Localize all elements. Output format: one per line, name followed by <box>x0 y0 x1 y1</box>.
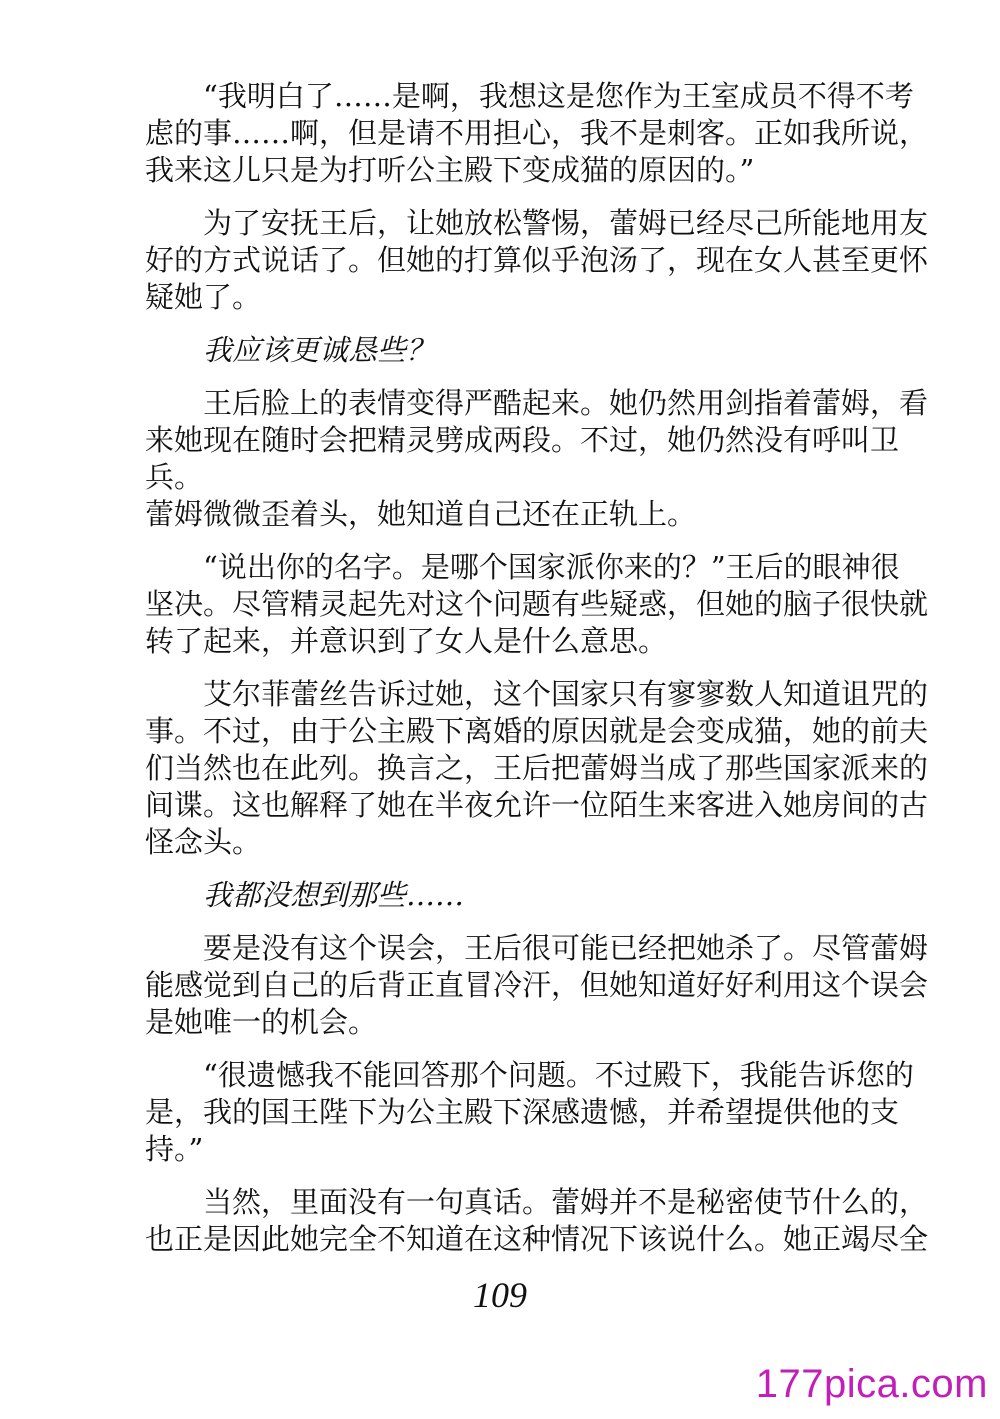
paragraph-6: 要是没有这个误会，王后很可能已经把她杀了。尽管蕾姆 能感觉到自己的后背正直冒冷汗，但她知道好好利用这个误会 是她唯一的机会。 <box>145 931 929 1039</box>
watermark: 177pica.com <box>755 1362 988 1406</box>
paragraph-5: 艾尔菲蕾丝告诉过她，这个国家只有寥寥数人知道诅咒的 事。不过，由于公主殿下离婚的原因就是会变成猫，她的前夫 们当然也在此列。换言之，王后把蕾姆当成了那些国家派来的 间谍。这也解释了她在半夜允许一位陌生来客进入她房间的古 怪念头。 <box>145 677 929 859</box>
inner-thought-1: 我应该更诚恳些？ <box>203 333 436 367</box>
paragraph-4: “说出你的名字。是哪个国家派你来的？”王后的眼神很 坚决。尽管精灵起先对这个问题有些疑惑，但她的脑子很快就 转了起来，并意识到了女人是什么意思。 <box>145 550 929 658</box>
paragraph-3: 王后脸上的表情变得严酷起来。她仍然用剑指着蕾姆，看 来她现在随时会把精灵劈成两段。不过，她仍然没有呼叫卫兵。 蕾姆微微歪着头，她知道自己还在正轨上。 <box>145 386 929 531</box>
page-body <box>145 78 935 1274</box>
paragraph-7: “很遗憾我不能回答那个问题。不过殿下，我能告诉您的 是，我的国王陛下为公主殿下深感遗憾，并希望提供他的支 持。” <box>145 1058 914 1166</box>
paragraph-1: “我明白了……是啊，我想这是您作为王室成员不得不考 虑的事……啊，但是请不用担心，我不是刺客。正如我所说， 我来这儿只是为打听公主殿下变成猫的原因的。” <box>145 79 929 187</box>
paragraph-2: 为了安抚王后，让她放松警惕，蕾姆已经尽己所能地用友 好的方式说话了。但她的打算似乎泡汤了，现在女人甚至更怀 疑她了。 <box>145 206 929 314</box>
paragraph-8: 当然，里面没有一句真话。蕾姆并不是秘密使节什么的， 也正是因此她完全不知道在这种情况下该说什么。她正竭尽全 <box>145 1185 929 1256</box>
page-number: 109 <box>473 1275 527 1315</box>
inner-thought-2: 我都没想到那些…… <box>203 878 465 912</box>
